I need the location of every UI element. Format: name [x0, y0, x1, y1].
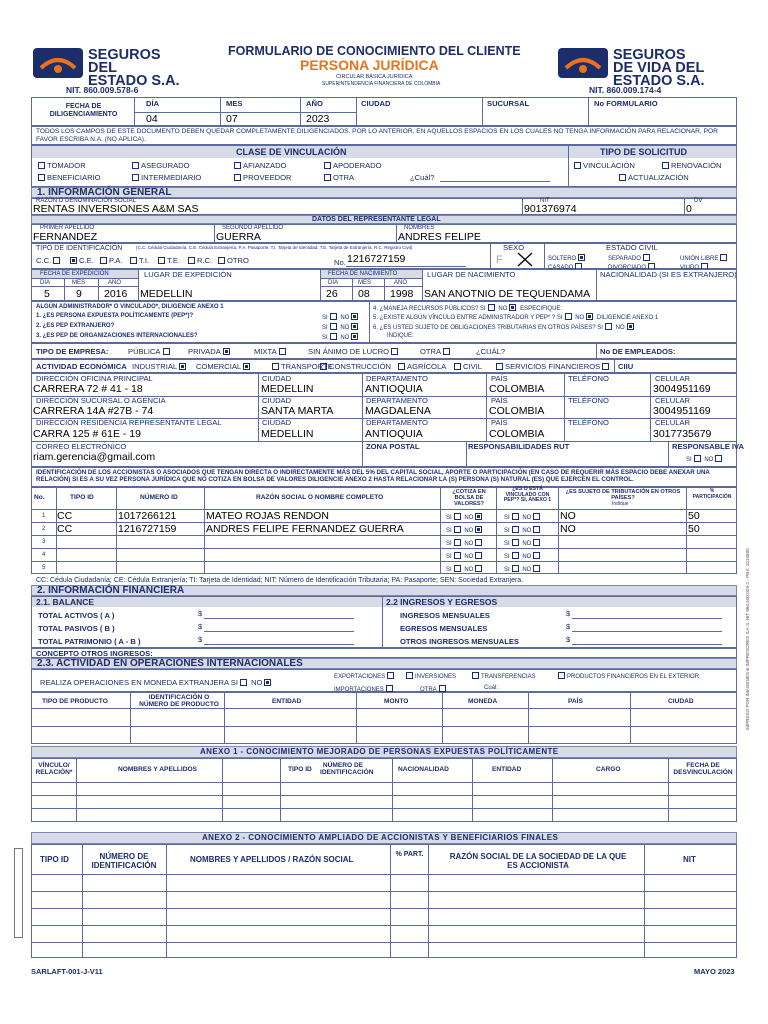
cel-h3: CELULAR	[655, 418, 691, 427]
depto-h3: DEPARTAMENTO	[366, 418, 428, 427]
lugar-nac-label: LUGAR DE NACIMIENTO	[427, 270, 516, 279]
tipo-id-note: (C.C. Cédula Ciudadanía, C.E. Cédula Extranjería, P.A. Pasaporte, T.I. Tarjeta de Identidad, T.E. Tarjeta de Extranjería, R.C. Registro Civil)	[136, 245, 413, 250]
fecha-ano[interactable]: 2023	[306, 113, 330, 125]
fecha-mes[interactable]: 07	[226, 113, 238, 125]
left-logo-emblem	[33, 48, 83, 78]
acc-row-trib[interactable]: NO	[560, 523, 576, 535]
acc-row-vinc[interactable]: SI NO	[504, 539, 542, 547]
accionistas-intro: IDENTIFICACIÓN DE LOS ACCIONISTAS O ASOCIADOS QUE TENGAN DIRECTA O INDIRECTAMENTE MÁS DEL 5% DEL CAPITAL SOCIAL, APORTE O PARTICIPACIÓN (EN CASO DE REQUERIR MÁS ESPACIO DEBE ANEXAR UNA RELACIÓN) SI ES A SU VEZ PERSONA JURÍDICA QUE NO COTIZA EN BOLSA DE VALORES DILIGENCIE ANEXO 2 HASTA RELACIONAR LA (S) PERSONA (S) NATURAL (ES) QUE EJERCEN EL CONTROL.	[31, 467, 737, 487]
ing-dollar: $	[566, 609, 571, 618]
ciiu-label: CIIU	[618, 362, 634, 371]
ingresos-title: 2.2 INGRESOS Y EGRESOS	[386, 597, 498, 607]
cel-h1: CELULAR	[655, 374, 691, 383]
left-logo-text: SEGUROS DEL ESTADO S.A.	[88, 47, 180, 89]
acc-row-no: 4	[42, 552, 46, 558]
nac-dia-l: DÍA	[328, 280, 339, 286]
prod-h-entidad: ENTIDAD	[272, 698, 302, 705]
acc-row-cotiza[interactable]: SI NO	[446, 565, 484, 573]
emp-cual: ¿CUÁL?	[476, 347, 506, 356]
fecha-label: FECHA DE DILIGENCIAMIENTO	[49, 103, 118, 118]
pais-h1: PAÍS	[491, 374, 508, 383]
op-importaciones[interactable]: IMPORTACIONES	[334, 685, 395, 693]
form-subtitle: PERSONA JURÍDICA	[300, 57, 439, 73]
tipo-pa[interactable]: P.A.	[98, 257, 122, 265]
emp-publica[interactable]: PÚBLICA	[128, 348, 172, 356]
correo-label: CORREO ELECTRÓNICO	[36, 442, 127, 451]
tipo-otro[interactable]: OTRO	[216, 257, 249, 265]
acc-row-cotiza[interactable]: SI NO	[446, 526, 484, 534]
sexo-m-mark[interactable]	[517, 252, 533, 267]
mes-label: MES	[226, 99, 243, 108]
sexo-label: SEXO	[503, 243, 525, 252]
nacionalidad-label: NACIONALIDAD (SI ES EXTRANJERO)	[600, 270, 737, 279]
tipo-te[interactable]: T.E.	[156, 257, 180, 265]
nac-mes-l: MES	[358, 280, 372, 286]
acc-row-no: 2	[42, 526, 46, 532]
balance-title: 2.1. BALANCE	[36, 597, 95, 607]
dir1-cel[interactable]: 3004951169	[653, 383, 711, 395]
vinc-afianzado[interactable]: AFIANZADO	[232, 162, 286, 170]
acc-row-trib[interactable]: NO	[560, 510, 576, 522]
sol-vinculacion[interactable]: VINCULACIÓN	[572, 162, 635, 170]
right-logo-emblem	[558, 48, 608, 78]
resp-rut-label: RESPONSABILIDADES RUT	[468, 442, 570, 451]
acc-h-razon: RAZÓN SOCIAL O NOMBRE COMPLETO	[256, 494, 384, 501]
dir2-cel[interactable]: 3004951169	[653, 405, 711, 417]
otros-input[interactable]	[572, 644, 722, 645]
sol-actualizacion[interactable]: ACTUALIZACIÓN	[617, 174, 689, 182]
act-comercial[interactable]: COMERCIAL	[196, 363, 252, 371]
a1-h-nombres: NOMBRES Y APELLIDOS	[118, 766, 198, 773]
sexo-f[interactable]: F	[496, 254, 503, 266]
acc-row-pct[interactable]: 50	[688, 523, 700, 535]
egr-input[interactable]	[572, 631, 722, 632]
acc-row-nombre[interactable]: MATEO ROJAS RENDON	[206, 510, 329, 522]
acc-row-vinc[interactable]: SI NO	[504, 552, 542, 560]
footer-date: MAYO 2023	[694, 967, 735, 976]
a1-h-entidad: ENTIDAD	[492, 766, 522, 773]
prod-h-tipo: TIPO DE PRODUCTO	[42, 698, 108, 705]
nac-mes[interactable]: 08	[358, 288, 370, 300]
prod-h-monto: MONTO	[384, 698, 409, 705]
ing-input[interactable]	[572, 618, 722, 619]
a1-h-nac: NACIONALIDAD	[398, 766, 449, 773]
patrimonio-input[interactable]	[204, 644, 354, 645]
a2-h-pct: % PART.	[395, 851, 424, 858]
act-agricola[interactable]: AGRÍCOLA	[396, 363, 446, 371]
op-transferencias[interactable]: TRANSFERENCIAS	[470, 672, 536, 680]
tipo-rc[interactable]: R.C.	[186, 257, 212, 265]
acc-legend: CC: Cédula Ciudadanía; CE: Cédula Extranjería; TI: Tarjeta de Identidad; NIT: Número de Identificación Tributaria; PA: Pasaporte; SEN: Sociedad Extranjera.	[36, 577, 524, 584]
dir2-value[interactable]: CARRERA 14A #27B - 74	[33, 405, 154, 417]
tel-h2: TELÉFONO	[568, 396, 609, 405]
exp-ano[interactable]: 2016	[104, 288, 128, 300]
pep-q3-opts[interactable]: SI NO	[322, 333, 360, 341]
tipo-cc[interactable]: C.C.	[36, 257, 62, 265]
vinculacion-title: CLASE DE VINCULACIÓN	[236, 147, 347, 157]
anexo1-title: ANEXO 1 - CONOCIMIENTO MEJORADO DE PERSONAS EXPUESTAS POLÍTICAMENTE	[200, 747, 559, 756]
anexo2-title: ANEXO 2 - CONOCIMIENTO AMPLIADO DE ACCIONISTAS Y BENEFICIARIOS FINALES	[202, 833, 559, 842]
est-casado[interactable]: CASADO	[548, 263, 584, 271]
razon-label: RAZÓN O DENOMINACIÓN SOCIAL	[36, 198, 137, 204]
exp-ano-l: AÑO	[108, 280, 122, 286]
pep-q2: 2. ¿ES PEP EXTRANJERO?	[36, 323, 115, 329]
pais-h2: PAÍS	[491, 396, 508, 405]
lugar-exp-label: LUGAR DE EXPEDICIÓN	[144, 270, 232, 279]
nom-label: NOMBRES	[404, 225, 435, 231]
exp-mes-l: MES	[72, 280, 86, 286]
lugar-nac[interactable]: SAN ANOTNIO DE TEQUENDAMA	[424, 288, 591, 300]
vinc-tomador[interactable]: TOMADOR	[36, 162, 86, 170]
acc-row-no: 1	[42, 513, 46, 519]
right-logo-text: SEGUROS DE VIDA DEL ESTADO S.A.	[613, 47, 705, 89]
tipo-empresa-label: TIPO DE EMPRESA:	[36, 347, 109, 356]
patrimonio-dollar: $	[198, 635, 203, 644]
exp-label: FECHA DE EXPEDICIÓN	[40, 271, 109, 277]
concepto-label: CONCEPTO OTROS INGRESOS:	[36, 649, 153, 658]
acc-h-trib2: Indique	[612, 501, 629, 507]
dir3-pais[interactable]: COLOMBIA	[489, 428, 545, 440]
a2-h-num: NÚMERO DE IDENTIFICACIÓN	[91, 852, 157, 870]
nac-label: FECHA DE NACIMIENTO	[328, 271, 398, 277]
primer-apellido[interactable]: FERNANDEZ	[33, 231, 98, 243]
a1-h-num: NÚMERO DE IDENTIFICACIÓN	[320, 762, 374, 777]
nac-ano-l: AÑO	[394, 280, 408, 286]
pep-q5[interactable]: 5. ¿EXISTE ALGÚN VÍNCULO ENTRE ADMINISTRADOR Y PEP* ? SI NO DILIGENCIE ANEXO 1	[373, 315, 659, 321]
prod-h-id: IDENTIFICACIÓN O NÚMERO DE PRODUCTO	[139, 694, 219, 709]
acc-h-num: NÚMERO ID	[140, 494, 178, 501]
pasivos-dollar: $	[198, 622, 203, 631]
a2-h-nit: NIT	[683, 855, 696, 864]
sol-renovacion[interactable]: RENOVACIÓN	[660, 162, 722, 170]
ciudad-h2: CIUDAD	[262, 396, 292, 405]
a1-h-vinculo: VÍNCULO/ RELACIÓN*	[35, 762, 73, 777]
op-productos[interactable]: PRODUCTOS FINANCIEROS EN EL EXTERIOR	[556, 672, 699, 680]
nit-label: NIT	[540, 198, 550, 204]
emp-otra[interactable]: OTRA	[420, 348, 452, 356]
a1-h-tipo: TIPO ID	[288, 766, 312, 773]
ap2-label: SEGUNDO APELLIDO	[222, 225, 284, 231]
dir1-depto[interactable]: ANTIOQUIA	[365, 383, 423, 395]
a2-h-tipo: TIPO ID	[40, 855, 69, 864]
prod-h-ciudad: CIUDAD	[668, 698, 694, 705]
ciudad-h1: CIUDAD	[262, 374, 292, 383]
form-title: FORMULARIO DE CONOCIMIENTO DEL CLIENTE	[228, 44, 521, 58]
patrimonio-label: TOTAL PATRIMONIO ( A - B )	[38, 637, 141, 646]
vinc-otra[interactable]: OTRA	[322, 174, 354, 182]
dir1-pais[interactable]: COLOMBIA	[489, 383, 545, 395]
egr-dollar: $	[566, 622, 571, 631]
otros-label: OTROS INGRESOS MENSUALES	[400, 637, 519, 646]
dia-label: DÍA	[146, 99, 160, 108]
acc-h-vinc: ¿ES O ESTÁ VINCULADO CON PEP*? SI, ANEXO 1	[503, 486, 552, 504]
vinc-apoderado[interactable]: APODERADO	[322, 162, 382, 170]
acc-row-vinc[interactable]: SI NO	[504, 565, 542, 573]
dv-value[interactable]: 0	[686, 203, 692, 215]
dir3-value[interactable]: CARRA 125 # 61E - 19	[33, 428, 141, 440]
exp-dia-l: DÍA	[40, 280, 51, 286]
nombres[interactable]: ANDRES FELIPE	[398, 231, 481, 243]
left-nit: NIT. 860.009.578-6	[66, 85, 139, 95]
exp-dia[interactable]: 5	[44, 288, 50, 300]
op-otra[interactable]: OTRA	[420, 685, 448, 693]
pep-q0: ALGÚN ADMINISTRADOR* O VINCULADO*, DILIGENCIE ANEXO 1	[36, 304, 224, 310]
dir1-value[interactable]: CARRERA 72 # 41 - 18	[33, 383, 143, 395]
tel-h1: TELÉFONO	[568, 374, 609, 383]
activos-dollar: $	[198, 609, 203, 618]
acc-row-cotiza[interactable]: SI NO	[446, 513, 484, 521]
empleados-label: No DE EMPLEADOS:	[600, 347, 676, 356]
dir3-depto[interactable]: ANTIOQUIA	[365, 428, 423, 440]
est-divorciado[interactable]: DIVORCIADO	[608, 263, 657, 271]
rep-title: DATOS DEL REPRESENTANTE LEGAL	[312, 216, 441, 223]
dir2-pais[interactable]: COLOMBIA	[489, 405, 545, 417]
pep-q1: 1. ¿ES PERSONA EXPUESTA POLÍTICAMENTE (PEP*)?	[36, 313, 194, 319]
acc-h-tipo: TIPO ID	[70, 494, 94, 501]
exp-mes[interactable]: 9	[76, 288, 82, 300]
emp-privada[interactable]: PRIVADA	[188, 348, 232, 356]
pasivos-label: TOTAL PASIVOS ( B )	[38, 624, 115, 633]
dir2-depto[interactable]: MAGDALENA	[365, 405, 431, 417]
dir3-cel[interactable]: 3017735679	[653, 428, 712, 440]
sec2-header: 2. INFORMACIÓN FINANCIERA	[31, 585, 737, 596]
dir1-ciudad[interactable]: MEDELLIN	[261, 383, 314, 395]
acc-row-pct[interactable]: 50	[688, 510, 700, 522]
vinc-asegurado[interactable]: ASEGURADO	[130, 162, 190, 170]
acc-row-tipo[interactable]: CC	[57, 510, 73, 522]
a1-h-cargo: CARGO	[596, 766, 621, 773]
acc-h-pct: % PARTICIPACIÓN	[692, 488, 732, 500]
razon-social[interactable]: RENTAS INVERSIONES A&M SAS	[33, 203, 199, 215]
pasivos-input[interactable]	[204, 631, 354, 632]
act-construccion[interactable]: CONSTRUCCIÓN	[318, 363, 391, 371]
tipo-id-label: TIPO DE IDENTIFICACIÓN	[36, 245, 123, 252]
vinc-proveedor[interactable]: PROVEEDOR	[232, 174, 292, 182]
a2-h-razon: RAZÓN SOCIAL DE LA SOCIEDAD DE LA QUE ES ACCIONISTA	[449, 852, 627, 870]
depto-h1: DEPARTAMENTO	[366, 374, 428, 383]
ap1-label: PRIMER APELLIDO	[40, 225, 95, 231]
acc-row-cotiza[interactable]: SI NO	[446, 552, 484, 560]
footer-code: SARLAFT-001-J-V11	[31, 967, 103, 976]
acc-row-num[interactable]: 1216727159	[118, 523, 177, 535]
op-inversiones[interactable]: INVERSIONES	[404, 672, 456, 680]
acc-row-vinc[interactable]: SI NO	[504, 513, 542, 521]
ing-m-label: INGRESOS MENSUALES	[400, 611, 490, 620]
est-separado[interactable]: SEPARADO	[608, 254, 652, 262]
act-civil[interactable]: CIVIL	[452, 363, 482, 371]
est-soltero[interactable]: SOLTERO	[548, 254, 587, 262]
tipo-ce[interactable]: C.E.	[68, 257, 94, 265]
footer-side-text: IMPRESO POR IMAGENES & IMPRESORES S.A.S. NIT 860.500.029-2 - PBX: 2010800	[745, 548, 750, 730]
act-servicios[interactable]: SERVICIOS FINANCIEROS	[494, 363, 611, 371]
egr-m-label: EGRESOS MENSUALES	[400, 624, 488, 633]
nit-value[interactable]: 901376974	[524, 203, 577, 215]
acc-row-num[interactable]: 1017266121	[118, 510, 177, 522]
acc-row-tipo[interactable]: CC	[57, 523, 73, 535]
acc-row-vinc[interactable]: SI NO	[504, 526, 542, 534]
cel-h2: CELULAR	[655, 396, 691, 405]
acc-h-no: No.	[34, 494, 45, 501]
sec1-header: 1. INFORMACIÓN GENERAL	[31, 187, 737, 198]
circular-text: CIRCULAR BÁSICA JURÍDICA	[336, 74, 413, 80]
resp-iva-opts[interactable]: SI NO	[686, 455, 724, 463]
act-transporte[interactable]: TRANSPORTE	[270, 363, 333, 371]
acc-row-nombre[interactable]: ANDRES FELIPE FERNANDEZ GUERRA	[206, 523, 404, 535]
correo-value[interactable]: riam.gerencia@gmail.com	[33, 451, 156, 463]
left-side-stamp	[14, 848, 23, 938]
prod-h-moneda: MONEDA	[468, 698, 498, 705]
ciudad-h3: CIUDAD	[262, 418, 292, 427]
acc-h-cotiza: ¿COTIZA EN BOLSA DE VALORES?	[452, 489, 486, 508]
emp-mixta[interactable]: MIXTA	[254, 348, 288, 356]
op-exportaciones[interactable]: EXPORTACIONES	[334, 672, 396, 680]
ciudad-label: CIUDAD	[361, 99, 391, 108]
vinc-intermediario[interactable]: INTERMEDIARIO	[130, 174, 201, 182]
pep-q1-opts[interactable]: SI NO	[322, 313, 360, 321]
fecha-dia[interactable]: 04	[146, 113, 158, 125]
nac-dia[interactable]: 26	[326, 288, 338, 300]
segundo-apellido[interactable]: GUERRA	[216, 231, 261, 243]
dir2-label: DIRECCIÓN SUCURSAL O AGENCIA	[36, 396, 166, 405]
acc-row-no: 3	[42, 539, 46, 545]
est-union[interactable]: UNIÓN LIBRE	[680, 254, 729, 262]
id-number[interactable]: 1216727159	[347, 253, 406, 265]
pep-q6[interactable]: 6. ¿ES USTED SUJETO DE OBLIGACIONES TRIBUTARIAS EN OTROS PAÍSES? SI NO	[373, 323, 636, 331]
dir3-ciudad[interactable]: MEDELLIN	[261, 428, 314, 440]
a1-h-fecha: FECHA DE DESVINCULACIÓN	[673, 762, 733, 777]
vinc-beneficiario[interactable]: BENEFICIARIO	[36, 174, 101, 182]
dv-label: DV	[694, 198, 703, 204]
dir2-ciudad[interactable]: SANTA MARTA	[261, 405, 334, 417]
sec23-header: 2.3. ACTIVIDAD EN OPERACIONES INTERNACIONALES	[31, 658, 737, 669]
activos-input[interactable]	[204, 618, 354, 619]
right-nit: NIT. 860.009.174-4	[589, 85, 662, 95]
zona-label: ZONA POSTAL	[366, 442, 420, 451]
ano-label: AÑO	[306, 99, 323, 108]
estado-label: ESTADO CIVIL	[606, 243, 658, 252]
est-viudo[interactable]: VIUDO	[680, 263, 710, 271]
otros-dollar: $	[566, 635, 571, 644]
depto-h2: DEPARTAMENTO	[366, 396, 428, 405]
dir1-label: DIRECCIÓN OFICINA PRINCIPAL	[36, 374, 153, 383]
act-industrial[interactable]: INDUSTRIAL	[132, 363, 188, 371]
acc-h-trib: ¿ES SUJETO DE TRIBUTACIÓN EN OTROS PAÍSES?	[565, 489, 681, 502]
acc-row-cotiza[interactable]: SI NO	[446, 539, 484, 547]
emp-sin-animo[interactable]: SIN ÁNIMO DE LUCRO	[308, 348, 400, 356]
op-cual: Cuál:	[484, 685, 499, 691]
pais-h3: PAÍS	[491, 418, 508, 427]
formulario-label: No FORMULARIO	[594, 99, 658, 108]
tel-h3: TELÉFONO	[568, 418, 609, 427]
realiza-label[interactable]: REALIZA OPERACIONES EN MONEDA EXTRANJERA SI NO	[40, 679, 273, 687]
actividad-label: ACTIVIDAD ECONÓMICA	[36, 362, 127, 371]
dir3-label: DIRECCIÓN RESIDENCIA REPRESENTANTE LEGAL	[36, 418, 222, 427]
pep-q4[interactable]: 4. ¿MANEJA RECURSOS PÚBLICOS? SI NO ESPECIFIQUE:	[373, 306, 563, 312]
nac-ano[interactable]: 1998	[390, 288, 414, 300]
resp-iva-label: RESPONSABLE IVA	[672, 442, 745, 451]
prod-h-pais: PAÍS	[568, 698, 583, 705]
tipo-ti[interactable]: T.I.	[128, 257, 149, 265]
pep-q3: 3. ¿ES PEP DE ORGANIZACIONES INTERNACIONALES?	[36, 333, 198, 339]
a2-h-nombres: NOMBRES Y APELLIDOS / RAZÓN SOCIAL	[190, 855, 354, 864]
no-label: No.	[334, 258, 346, 267]
superintendencia-text: SUPERINTENDENCIA FINANCIERA DE COLOMBIA	[322, 81, 441, 87]
vinc-cual: ¿Cuál?	[410, 173, 435, 182]
activos-label: TOTAL ACTIVOS ( A )	[38, 611, 115, 620]
lugar-exp[interactable]: MEDELLIN	[140, 288, 193, 300]
acc-row-no: 5	[42, 565, 46, 571]
pep-indique: INDIQUE:	[387, 333, 414, 339]
pep-q2-opts[interactable]: SI NO	[322, 323, 360, 331]
sucursal-label: SUCURSAL	[487, 99, 530, 108]
notice-box: TODOS LOS CAMPOS DE ESTE DOCUMENTO DEBEN QUEDAR COMPLETAMENTE DILIGENCIADOS. POR LO ANTERIOR, EN AQUELLOS ESPACIOS EN LOS CUALES NO TENGA INFORMACIÓN PARA RELACIONAR, POR FAVOR ESCRIBA N.A. (NO APLICA).	[31, 126, 737, 145]
solicitud-title: TIPO DE SOLICITUD	[600, 147, 688, 157]
